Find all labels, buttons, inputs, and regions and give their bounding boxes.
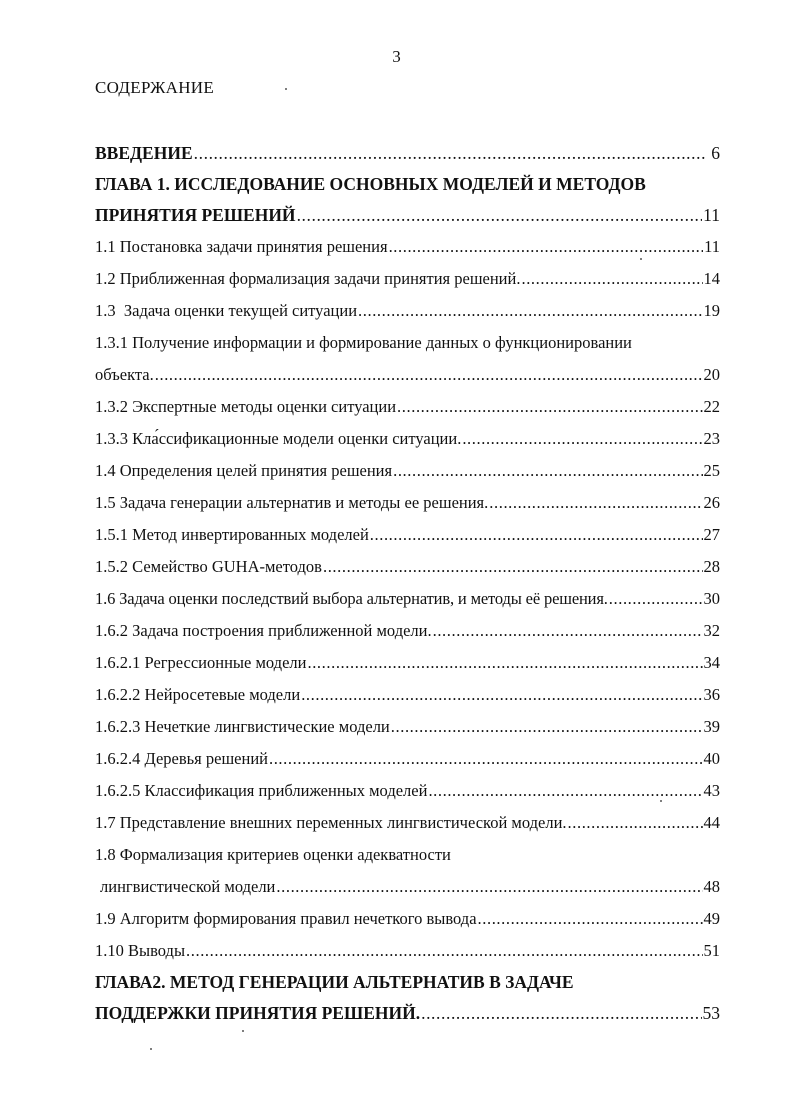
toc-entry-page: 14 xyxy=(703,269,720,288)
toc-entry-title: 1.6.2.1 Регрессионные модели xyxy=(95,653,307,672)
scan-speck xyxy=(150,1048,152,1050)
toc-entry-chapter2-line1 xyxy=(95,966,574,992)
toc-entry-1-2 xyxy=(95,263,720,289)
toc-entry-title: ПОДДЕРЖКИ ПРИНЯТИЯ РЕШЕНИЙ. xyxy=(95,1003,421,1023)
dot-leader xyxy=(568,813,703,833)
toc-entry-1-1 xyxy=(95,231,720,257)
scan-speck xyxy=(285,88,287,90)
toc-entry-1-10 xyxy=(95,935,720,961)
toc-entry-page: 20 xyxy=(703,365,720,384)
toc-entry-page: 32 xyxy=(703,621,720,640)
page-number: 3 xyxy=(392,47,401,66)
toc-entry-page: 34 xyxy=(703,653,720,672)
dot-leader xyxy=(389,237,704,257)
dot-leader xyxy=(370,525,703,545)
toc-entry-page: 11 xyxy=(703,205,720,225)
toc-entry-page: 27 xyxy=(703,525,720,544)
toc-entry-page: 6 xyxy=(711,143,720,163)
toc-entry-1-6-2-4 xyxy=(95,743,720,769)
toc-entry-1-3-2 xyxy=(95,391,720,417)
toc-entry-title: 1.6.2.4 Деревья решений xyxy=(95,749,268,768)
toc-entry-1-3-3 xyxy=(95,423,720,449)
dot-leader xyxy=(358,301,702,321)
toc-entry-page: 36 xyxy=(703,685,720,704)
toc-entry-title: 1.6.2.2 Нейросетевые модели xyxy=(95,685,301,704)
toc-entry-1-4 xyxy=(95,455,720,481)
toc-entry-title: ГЛАВА2. МЕТОД ГЕНЕРАЦИИ АЛЬТЕРНАТИВ В ЗАДАЧЕ xyxy=(95,972,574,992)
toc-entry-page: 40 xyxy=(703,749,720,768)
dot-leader xyxy=(489,493,702,513)
toc-entry-1-5-1 xyxy=(95,519,720,545)
toc-entry-page: 30 xyxy=(703,589,720,608)
toc-entry-title: 1.6 Задача оценки последствий выбора альтернатив, и методы её решения. xyxy=(95,589,608,608)
dot-leader xyxy=(421,1003,701,1023)
toc-entry-1-6-2-5 xyxy=(95,775,720,801)
toc-entry-title: 1.5 Задача генерации альтернатив и методы ее решения. xyxy=(95,493,489,512)
toc-entry-1-8 xyxy=(100,871,720,897)
toc-entry-title: ГЛАВА 1. ИССЛЕДОВАНИЕ ОСНОВНЫХ МОДЕЛЕЙ И МЕТОДОВ xyxy=(95,174,646,194)
scan-speck xyxy=(242,1030,244,1032)
toc-entry-1-9 xyxy=(95,903,720,929)
dot-leader xyxy=(307,653,702,673)
dot-leader xyxy=(323,557,703,577)
toc-entry-title: 1.6.2.5 Классификация приближенных моделей xyxy=(95,781,428,800)
dot-leader xyxy=(276,877,702,897)
dot-leader xyxy=(397,397,702,417)
toc-entry-1-3 xyxy=(95,295,720,321)
toc-entry-title: 1.10 Выводы xyxy=(95,941,186,960)
dot-leader xyxy=(393,461,702,481)
toc-entry-title: 1.3 Задача оценки текущей ситуации xyxy=(95,301,358,320)
toc-entry-1-3-1 xyxy=(95,359,720,385)
toc-entry-introduction xyxy=(95,137,720,163)
toc-entry-1-6-2-1 xyxy=(95,647,720,673)
toc-entry-page: 22 xyxy=(703,397,720,416)
toc-entry-page: 39 xyxy=(703,717,720,736)
toc-entry-title: 1.5.2 Семейство GUHA-методов xyxy=(95,557,322,576)
toc-entry-page: 49 xyxy=(703,909,720,928)
toc-entry-page: 44 xyxy=(703,813,720,832)
toc-heading: СОДЕРЖАНИЕ xyxy=(95,78,215,97)
dot-leader xyxy=(297,205,703,225)
toc-entry-chapter1 xyxy=(95,199,720,225)
toc-entry-title: 1.7 Представление внешних переменных лингвистической модели. xyxy=(95,813,567,832)
toc-entry-page: 11 xyxy=(704,237,720,256)
toc-entry-title: лингвистической модели xyxy=(100,877,276,896)
scan-speck xyxy=(640,258,642,260)
toc-entry-1-6-2-3 xyxy=(95,711,720,737)
dot-leader xyxy=(478,909,703,929)
toc-entry-title: 1.6.2.3 Нечеткие лингвистические модели xyxy=(95,717,390,736)
toc-entry-page: 43 xyxy=(703,781,720,800)
toc-entry-title: 1.3.3 Кла́ссификационные модели оценки ситуации. xyxy=(95,429,462,448)
toc-entry-page: 26 xyxy=(703,493,720,512)
dot-leader xyxy=(462,429,702,449)
toc-entry-chapter2 xyxy=(95,997,720,1023)
toc-entry-title: ВВЕДЕНИЕ xyxy=(95,143,193,163)
toc-entry-1-3-1-line1 xyxy=(95,327,632,353)
toc-entry-title: ПРИНЯТИЯ РЕШЕНИЙ xyxy=(95,205,296,225)
toc-entry-title: 1.5.1 Метод инвертированных моделей xyxy=(95,525,369,544)
toc-entry-title: 1.2 Приближенная формализация задачи принятия решений. xyxy=(95,269,521,288)
dot-leader xyxy=(301,685,702,705)
toc-entry-page: 48 xyxy=(703,877,720,896)
toc-entry-title: 1.4 Определения целей принятия решения xyxy=(95,461,393,480)
toc-entry-page: 19 xyxy=(703,301,720,320)
toc-entry-1-7 xyxy=(95,807,720,833)
toc-entry-page: 23 xyxy=(703,429,720,448)
dot-leader xyxy=(433,621,703,641)
dot-leader xyxy=(186,941,702,961)
toc-entry-1-6-2-2 xyxy=(95,679,720,705)
toc-entry-title: 1.3.1 Получение информации и формирование данных о функционировании xyxy=(95,333,632,352)
dot-leader xyxy=(428,781,702,801)
toc-entry-page: 28 xyxy=(703,557,720,576)
dot-leader xyxy=(194,143,707,163)
toc-entry-title: 1.3.2 Экспертные методы оценки ситуации xyxy=(95,397,397,416)
toc-entry-1-5-2 xyxy=(95,551,720,577)
toc-entry-1-6 xyxy=(95,583,720,609)
dot-leader xyxy=(609,589,703,609)
dot-leader xyxy=(155,365,703,385)
toc-entry-page: 25 xyxy=(703,461,720,480)
dot-leader xyxy=(521,269,702,289)
toc-entry-1-5 xyxy=(95,487,720,513)
dot-leader xyxy=(269,749,703,769)
toc-entry-1-6-2 xyxy=(95,615,720,641)
toc-entry-chapter1-line1 xyxy=(95,168,646,194)
toc-entry-title: 1.8 Формализация критериев оценки адекватности xyxy=(95,845,451,864)
toc-entry-1-8-line1 xyxy=(95,839,451,865)
scan-speck xyxy=(660,800,662,802)
toc-entry-title: 1.9 Алгоритм формирования правил нечеткого вывода xyxy=(95,909,477,928)
toc-entry-page: 53 xyxy=(702,1003,720,1023)
toc-entry-page: 51 xyxy=(703,941,720,960)
toc-entry-title: 1.6.2 Задача построения приближенной модели. xyxy=(95,621,432,640)
dot-leader xyxy=(391,717,703,737)
toc-entry-title: 1.1 Постановка задачи принятия решения xyxy=(95,237,388,256)
toc-entry-title: объекта. xyxy=(95,365,154,384)
